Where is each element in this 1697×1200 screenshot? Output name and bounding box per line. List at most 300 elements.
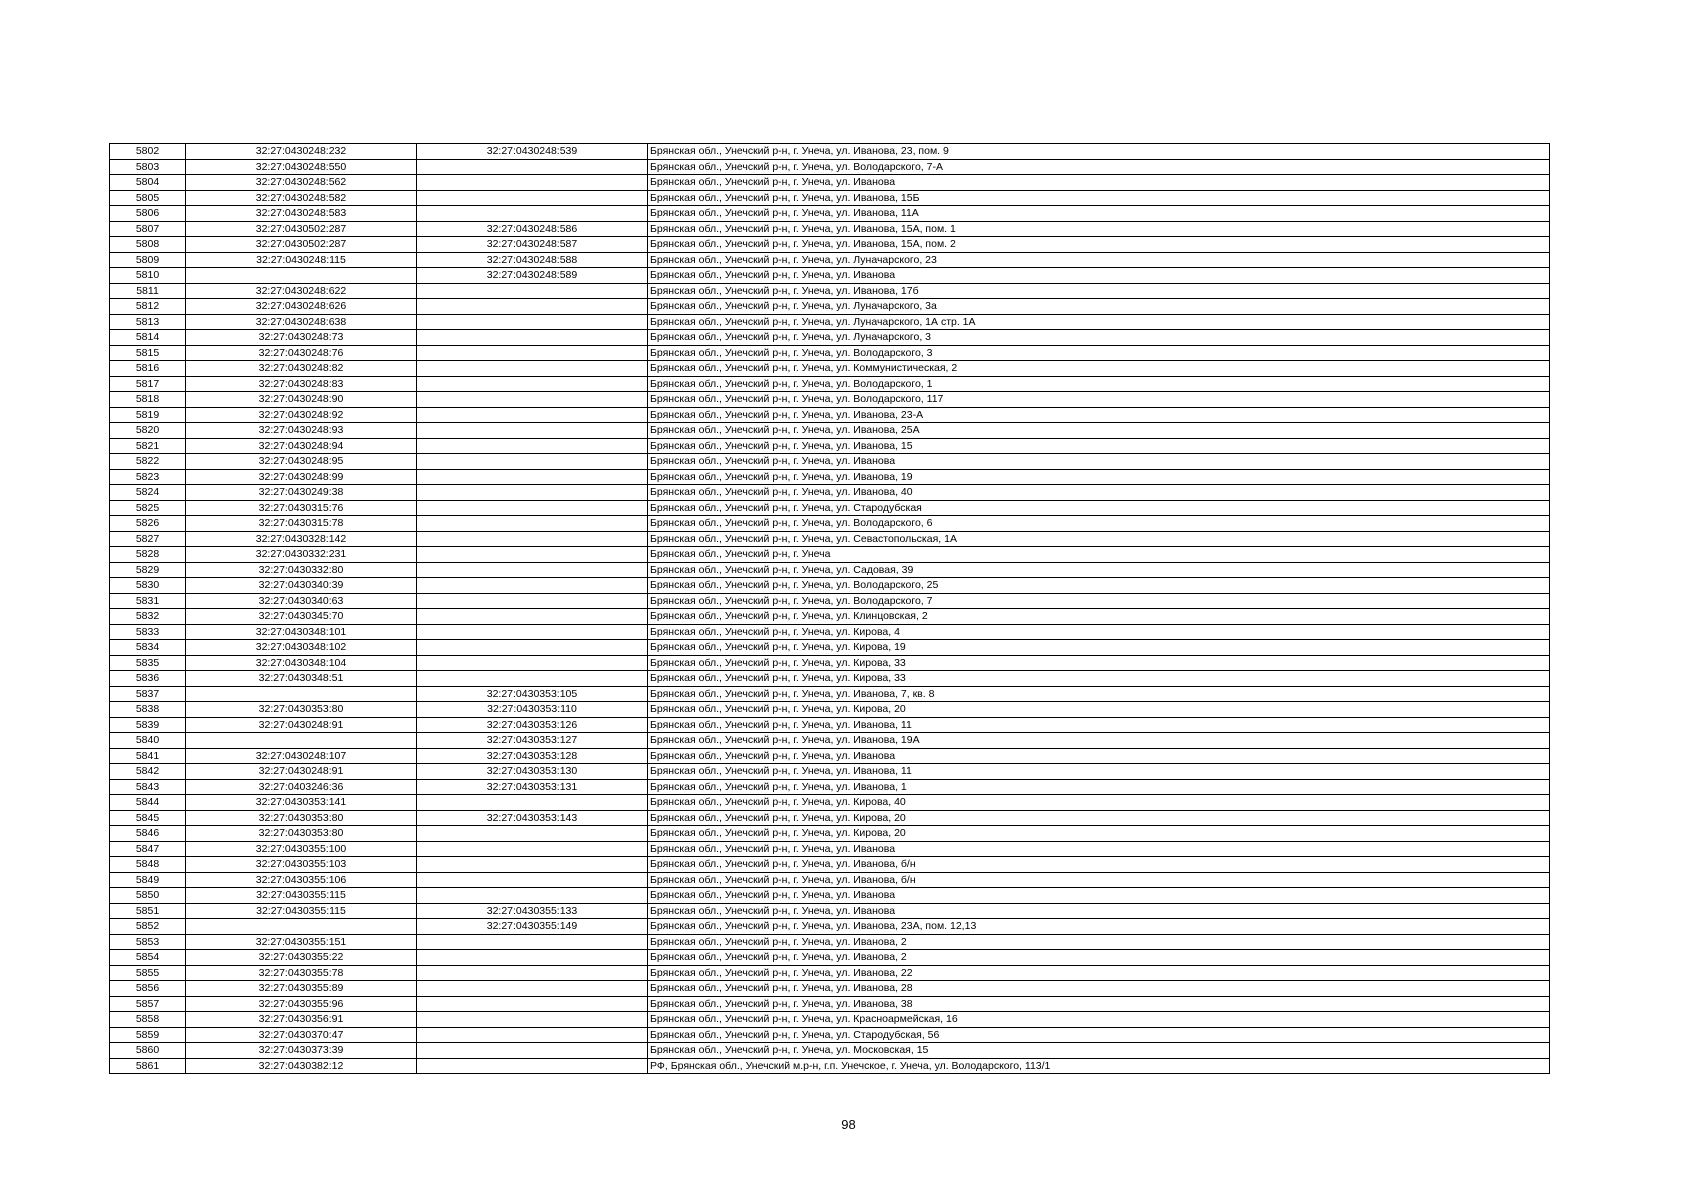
- address-cell: Брянская обл., Унечский р-н, г. Унеча, ул. Кирова, 4: [648, 624, 1550, 640]
- row-number-cell: 5823: [110, 469, 186, 485]
- object-cadastral-number-cell: [417, 1027, 648, 1043]
- address-cell: Брянская обл., Унечский р-н, г. Унеча, ул. Володарского, 6: [648, 516, 1550, 532]
- land-cadastral-number-cell: 32:27:0430355:78: [186, 965, 417, 981]
- object-cadastral-number-cell: [417, 500, 648, 516]
- address-cell: Брянская обл., Унечский р-н, г. Унеча, ул. Иванова, 25А: [648, 423, 1550, 439]
- object-cadastral-number-cell: 32:27:0430355:133: [417, 903, 648, 919]
- row-number-cell: 5858: [110, 1012, 186, 1028]
- row-number-cell: 5829: [110, 562, 186, 578]
- address-cell: Брянская обл., Унечский р-н, г. Унеча, ул. Иванова, 15: [648, 438, 1550, 454]
- table-row: [110, 531, 1550, 547]
- object-cadastral-number-cell: 32:27:0430353:110: [417, 702, 648, 718]
- row-number-cell: 5806: [110, 206, 186, 222]
- table-row: [110, 640, 1550, 656]
- table-row: [110, 702, 1550, 718]
- address-cell: Брянская обл., Унечский р-н, г. Унеча, ул. Иванова, 40: [648, 485, 1550, 501]
- object-cadastral-number-cell: [417, 423, 648, 439]
- table-row: [110, 423, 1550, 439]
- address-cell: Брянская обл., Унечский р-н, г. Унеча, ул. Стародубская, 56: [648, 1027, 1550, 1043]
- table-row: [110, 655, 1550, 671]
- address-cell: Брянская обл., Унечский р-н, г. Унеча, ул. Московская, 15: [648, 1043, 1550, 1059]
- row-number-cell: 5847: [110, 841, 186, 857]
- table-row: [110, 206, 1550, 222]
- table-row: [110, 485, 1550, 501]
- table-row: [110, 686, 1550, 702]
- row-number-cell: 5826: [110, 516, 186, 532]
- table-row: [110, 345, 1550, 361]
- address-cell: Брянская обл., Унечский р-н, г. Унеча, ул. Стародубская: [648, 500, 1550, 516]
- land-cadastral-number-cell: 32:27:0430248:92: [186, 407, 417, 423]
- table-row: [110, 593, 1550, 609]
- address-cell: Брянская обл., Унечский р-н, г. Унеча, ул. Луначарского, 23: [648, 252, 1550, 268]
- row-number-cell: 5861: [110, 1058, 186, 1074]
- table-row: [110, 283, 1550, 299]
- land-cadastral-number-cell: 32:27:0430249:38: [186, 485, 417, 501]
- object-cadastral-number-cell: 32:27:0430248:586: [417, 221, 648, 237]
- land-cadastral-number-cell: [186, 268, 417, 284]
- table-row: [110, 500, 1550, 516]
- object-cadastral-number-cell: [417, 1043, 648, 1059]
- land-cadastral-number-cell: 32:27:0430248:582: [186, 190, 417, 206]
- land-cadastral-number-cell: 32:27:0430315:76: [186, 500, 417, 516]
- address-cell: Брянская обл., Унечский р-н, г. Унеча, ул. Севастопольская, 1А: [648, 531, 1550, 547]
- row-number-cell: 5830: [110, 578, 186, 594]
- land-cadastral-number-cell: 32:27:0430355:151: [186, 934, 417, 950]
- address-cell: Брянская обл., Унечский р-н, г. Унеча, ул. Володарского, 7: [648, 593, 1550, 609]
- object-cadastral-number-cell: [417, 407, 648, 423]
- address-cell: Брянская обл., Унечский р-н, г. Унеча, ул. Володарского, 3: [648, 345, 1550, 361]
- row-number-cell: 5808: [110, 237, 186, 253]
- row-number-cell: 5807: [110, 221, 186, 237]
- row-number-cell: 5841: [110, 748, 186, 764]
- table-row: [110, 314, 1550, 330]
- table-row: [110, 795, 1550, 811]
- row-number-cell: 5842: [110, 764, 186, 780]
- land-cadastral-number-cell: 32:27:0430373:39: [186, 1043, 417, 1059]
- table-body: [110, 144, 1550, 1074]
- table-row: [110, 671, 1550, 687]
- address-cell: Брянская обл., Унечский р-н, г. Унеча, ул. Иванова, 15Б: [648, 190, 1550, 206]
- address-cell: Брянская обл., Унечский р-н, г. Унеча, ул. Иванова, 1: [648, 779, 1550, 795]
- row-number-cell: 5852: [110, 919, 186, 935]
- land-cadastral-number-cell: 32:27:0430248:550: [186, 159, 417, 175]
- table-row: [110, 299, 1550, 315]
- object-cadastral-number-cell: [417, 981, 648, 997]
- row-number-cell: 5835: [110, 655, 186, 671]
- object-cadastral-number-cell: [417, 454, 648, 470]
- row-number-cell: 5828: [110, 547, 186, 563]
- row-number-cell: 5853: [110, 934, 186, 950]
- row-number-cell: 5816: [110, 361, 186, 377]
- land-cadastral-number-cell: 32:27:0430355:103: [186, 857, 417, 873]
- object-cadastral-number-cell: [417, 841, 648, 857]
- table-row: [110, 268, 1550, 284]
- address-cell: Брянская обл., Унечский р-н, г. Унеча, ул. Иванова, 38: [648, 996, 1550, 1012]
- table-row: [110, 810, 1550, 826]
- row-number-cell: 5860: [110, 1043, 186, 1059]
- row-number-cell: 5855: [110, 965, 186, 981]
- address-cell: Брянская обл., Унечский р-н, г. Унеча, ул. Иванова: [648, 841, 1550, 857]
- table-row: [110, 516, 1550, 532]
- row-number-cell: 5839: [110, 717, 186, 733]
- land-cadastral-number-cell: 32:27:0430356:91: [186, 1012, 417, 1028]
- row-number-cell: 5843: [110, 779, 186, 795]
- object-cadastral-number-cell: [417, 593, 648, 609]
- address-cell: Брянская обл., Унечский р-н, г. Унеча, ул. Володарского, 1: [648, 376, 1550, 392]
- address-cell: Брянская обл., Унечский р-н, г. Унеча, ул. Иванова, б/н: [648, 872, 1550, 888]
- table-row: [110, 578, 1550, 594]
- land-cadastral-number-cell: 32:27:0430382:12: [186, 1058, 417, 1074]
- object-cadastral-number-cell: [417, 376, 648, 392]
- land-cadastral-number-cell: 32:27:0430248:73: [186, 330, 417, 346]
- land-cadastral-number-cell: 32:27:0430248:82: [186, 361, 417, 377]
- row-number-cell: 5831: [110, 593, 186, 609]
- row-number-cell: 5857: [110, 996, 186, 1012]
- row-number-cell: 5814: [110, 330, 186, 346]
- land-cadastral-number-cell: 32:27:0430353:80: [186, 810, 417, 826]
- row-number-cell: 5849: [110, 872, 186, 888]
- land-cadastral-number-cell: 32:27:0430348:104: [186, 655, 417, 671]
- table-row: [110, 624, 1550, 640]
- address-cell: Брянская обл., Унечский р-н, г. Унеча, ул. Кирова, 20: [648, 702, 1550, 718]
- land-cadastral-number-cell: 32:27:0430248:115: [186, 252, 417, 268]
- land-cadastral-number-cell: 32:27:0430370:47: [186, 1027, 417, 1043]
- object-cadastral-number-cell: 32:27:0430353:105: [417, 686, 648, 702]
- address-cell: Брянская обл., Унечский р-н, г. Унеча, ул. Иванова, 11А: [648, 206, 1550, 222]
- address-cell: Брянская обл., Унечский р-н, г. Унеча, ул. Иванова: [648, 748, 1550, 764]
- row-number-cell: 5825: [110, 500, 186, 516]
- address-cell: Брянская обл., Унечский р-н, г. Унеча, ул. Кирова, 33: [648, 655, 1550, 671]
- object-cadastral-number-cell: 32:27:0430353:128: [417, 748, 648, 764]
- row-number-cell: 5844: [110, 795, 186, 811]
- object-cadastral-number-cell: [417, 392, 648, 408]
- address-cell: Брянская обл., Унечский р-н, г. Унеча, ул. Кирова, 33: [648, 671, 1550, 687]
- address-cell: Брянская обл., Унечский р-н, г. Унеча, ул. Кирова, 19: [648, 640, 1550, 656]
- table-row: [110, 330, 1550, 346]
- table-row: [110, 996, 1550, 1012]
- object-cadastral-number-cell: [417, 872, 648, 888]
- address-cell: Брянская обл., Унечский р-н, г. Унеча, ул. Иванова, 11: [648, 764, 1550, 780]
- table-row: [110, 950, 1550, 966]
- row-number-cell: 5818: [110, 392, 186, 408]
- row-number-cell: 5854: [110, 950, 186, 966]
- registry-table: [109, 143, 1550, 1074]
- object-cadastral-number-cell: [417, 531, 648, 547]
- land-cadastral-number-cell: 32:27:0430348:101: [186, 624, 417, 640]
- object-cadastral-number-cell: [417, 609, 648, 625]
- address-cell: Брянская обл., Унечский р-н, г. Унеча, ул. Иванова, 23-А: [648, 407, 1550, 423]
- land-cadastral-number-cell: 32:27:0430353:80: [186, 826, 417, 842]
- land-cadastral-number-cell: [186, 733, 417, 749]
- land-cadastral-number-cell: 32:27:0430248:90: [186, 392, 417, 408]
- table-row: [110, 469, 1550, 485]
- object-cadastral-number-cell: [417, 826, 648, 842]
- address-cell: Брянская обл., Унечский р-н, г. Унеча, ул. Иванова: [648, 454, 1550, 470]
- table-row: [110, 981, 1550, 997]
- table-row: [110, 361, 1550, 377]
- row-number-cell: 5802: [110, 144, 186, 160]
- object-cadastral-number-cell: [417, 330, 648, 346]
- land-cadastral-number-cell: 32:27:0430502:287: [186, 237, 417, 253]
- land-cadastral-number-cell: 32:27:0430353:141: [186, 795, 417, 811]
- address-cell: Брянская обл., Унечский р-н, г. Унеча, ул. Иванова, 23А, пом. 12,13: [648, 919, 1550, 935]
- land-cadastral-number-cell: 32:27:0430355:89: [186, 981, 417, 997]
- land-cadastral-number-cell: [186, 919, 417, 935]
- land-cadastral-number-cell: 32:27:0430332:231: [186, 547, 417, 563]
- land-cadastral-number-cell: 32:27:0430248:83: [186, 376, 417, 392]
- object-cadastral-number-cell: 32:27:0430353:131: [417, 779, 648, 795]
- row-number-cell: 5813: [110, 314, 186, 330]
- table-row: [110, 190, 1550, 206]
- row-number-cell: 5845: [110, 810, 186, 826]
- land-cadastral-number-cell: 32:27:0430332:80: [186, 562, 417, 578]
- table-row: [110, 1043, 1550, 1059]
- table-row: [110, 609, 1550, 625]
- address-cell: Брянская обл., Унечский р-н, г. Унеча, ул. Коммунистическая, 2: [648, 361, 1550, 377]
- address-cell: Брянская обл., Унечский р-н, г. Унеча, ул. Иванова, 17б: [648, 283, 1550, 299]
- object-cadastral-number-cell: [417, 562, 648, 578]
- object-cadastral-number-cell: [417, 469, 648, 485]
- object-cadastral-number-cell: [417, 175, 648, 191]
- row-number-cell: 5850: [110, 888, 186, 904]
- object-cadastral-number-cell: [417, 314, 648, 330]
- object-cadastral-number-cell: [417, 485, 648, 501]
- address-cell: Брянская обл., Унечский р-н, г. Унеча, ул. Луначарского, 1А стр. 1А: [648, 314, 1550, 330]
- table-row: [110, 919, 1550, 935]
- object-cadastral-number-cell: [417, 950, 648, 966]
- table-row: [110, 175, 1550, 191]
- address-cell: Брянская обл., Унечский р-н, г. Унеча, ул. Кирова, 20: [648, 826, 1550, 842]
- land-cadastral-number-cell: 32:27:0430348:102: [186, 640, 417, 656]
- row-number-cell: 5836: [110, 671, 186, 687]
- land-cadastral-number-cell: 32:27:0430248:76: [186, 345, 417, 361]
- land-cadastral-number-cell: 32:27:0430248:93: [186, 423, 417, 439]
- table-row: [110, 562, 1550, 578]
- table-row: [110, 1012, 1550, 1028]
- row-number-cell: 5833: [110, 624, 186, 640]
- row-number-cell: 5815: [110, 345, 186, 361]
- address-cell: Брянская обл., Унечский р-н, г. Унеча, ул. Иванова, 15А, пом. 2: [648, 237, 1550, 253]
- row-number-cell: 5819: [110, 407, 186, 423]
- table-row: [110, 237, 1550, 253]
- address-cell: Брянская обл., Унечский р-н, г. Унеча, ул. Луначарского, 3: [648, 330, 1550, 346]
- land-cadastral-number-cell: [186, 686, 417, 702]
- object-cadastral-number-cell: [417, 438, 648, 454]
- table-row: [110, 252, 1550, 268]
- row-number-cell: 5840: [110, 733, 186, 749]
- land-cadastral-number-cell: 32:27:0430248:638: [186, 314, 417, 330]
- table-row: [110, 764, 1550, 780]
- row-number-cell: 5838: [110, 702, 186, 718]
- land-cadastral-number-cell: 32:27:0430355:100: [186, 841, 417, 857]
- object-cadastral-number-cell: [417, 516, 648, 532]
- row-number-cell: 5817: [110, 376, 186, 392]
- address-cell: Брянская обл., Унечский р-н, г. Унеча, ул. Иванова, 19: [648, 469, 1550, 485]
- object-cadastral-number-cell: 32:27:0430355:149: [417, 919, 648, 935]
- object-cadastral-number-cell: [417, 578, 648, 594]
- table-row: [110, 221, 1550, 237]
- row-number-cell: 5851: [110, 903, 186, 919]
- object-cadastral-number-cell: [417, 655, 648, 671]
- object-cadastral-number-cell: 32:27:0430248:589: [417, 268, 648, 284]
- land-cadastral-number-cell: 32:27:0430248:583: [186, 206, 417, 222]
- row-number-cell: 5820: [110, 423, 186, 439]
- land-cadastral-number-cell: 32:27:0430248:94: [186, 438, 417, 454]
- address-cell: Брянская обл., Унечский р-н, г. Унеча, ул. Иванова: [648, 175, 1550, 191]
- row-number-cell: 5832: [110, 609, 186, 625]
- address-cell: Брянская обл., Унечский р-н, г. Унеча, ул. Иванова, 28: [648, 981, 1550, 997]
- table-row: [110, 733, 1550, 749]
- land-cadastral-number-cell: 32:27:0430248:626: [186, 299, 417, 315]
- row-number-cell: 5810: [110, 268, 186, 284]
- address-cell: Брянская обл., Унечский р-н, г. Унеча, ул. Садовая, 39: [648, 562, 1550, 578]
- address-cell: РФ, Брянская обл., Унечский м.р-н, г.п. Унечское, г. Унеча, ул. Володарского, 113/1: [648, 1058, 1550, 1074]
- land-cadastral-number-cell: 32:27:0430340:39: [186, 578, 417, 594]
- object-cadastral-number-cell: 32:27:0430353:126: [417, 717, 648, 733]
- address-cell: Брянская обл., Унечский р-н, г. Унеча, ул. Иванова, 22: [648, 965, 1550, 981]
- address-cell: Брянская обл., Унечский р-н, г. Унеча, ул. Иванова, 2: [648, 950, 1550, 966]
- table-row: [110, 454, 1550, 470]
- address-cell: Брянская обл., Унечский р-н, г. Унеча, ул. Иванова, 11: [648, 717, 1550, 733]
- table-row: [110, 376, 1550, 392]
- row-number-cell: 5848: [110, 857, 186, 873]
- table-row: [110, 717, 1550, 733]
- page-number: 98: [841, 1117, 856, 1132]
- address-cell: Брянская обл., Унечский р-н, г. Унеча, ул. Иванова, 15А, пом. 1: [648, 221, 1550, 237]
- object-cadastral-number-cell: [417, 206, 648, 222]
- table-row: [110, 144, 1550, 160]
- object-cadastral-number-cell: [417, 345, 648, 361]
- row-number-cell: 5803: [110, 159, 186, 175]
- address-cell: Брянская обл., Унечский р-н, г. Унеча, ул. Володарского, 117: [648, 392, 1550, 408]
- land-cadastral-number-cell: 32:27:0430355:96: [186, 996, 417, 1012]
- row-number-cell: 5824: [110, 485, 186, 501]
- object-cadastral-number-cell: [417, 965, 648, 981]
- row-number-cell: 5812: [110, 299, 186, 315]
- address-cell: Брянская обл., Унечский р-н, г. Унеча, ул. Иванова, б/н: [648, 857, 1550, 873]
- row-number-cell: 5827: [110, 531, 186, 547]
- land-cadastral-number-cell: 32:27:0430355:106: [186, 872, 417, 888]
- table-row: [110, 965, 1550, 981]
- table-row: [110, 1058, 1550, 1074]
- address-cell: Брянская обл., Унечский р-н, г. Унеча, ул. Луначарского, 3а: [648, 299, 1550, 315]
- table-row: [110, 392, 1550, 408]
- object-cadastral-number-cell: [417, 996, 648, 1012]
- object-cadastral-number-cell: [417, 1012, 648, 1028]
- object-cadastral-number-cell: 32:27:0430248:539: [417, 144, 648, 160]
- row-number-cell: 5834: [110, 640, 186, 656]
- land-cadastral-number-cell: 32:27:0430248:99: [186, 469, 417, 485]
- address-cell: Брянская обл., Унечский р-н, г. Унеча, ул. Иванова, 7, кв. 8: [648, 686, 1550, 702]
- address-cell: Брянская обл., Унечский р-н, г. Унеча, ул. Володарского, 7-А: [648, 159, 1550, 175]
- row-number-cell: 5822: [110, 454, 186, 470]
- table-row: [110, 1027, 1550, 1043]
- address-cell: Брянская обл., Унечский р-н, г. Унеча, ул. Красноармейская, 16: [648, 1012, 1550, 1028]
- object-cadastral-number-cell: [417, 283, 648, 299]
- row-number-cell: 5809: [110, 252, 186, 268]
- address-cell: Брянская обл., Унечский р-н, г. Унеча, ул. Клинцовская, 2: [648, 609, 1550, 625]
- land-cadastral-number-cell: 32:27:0430248:562: [186, 175, 417, 191]
- row-number-cell: 5837: [110, 686, 186, 702]
- table-row: [110, 857, 1550, 873]
- address-cell: Брянская обл., Унечский р-н, г. Унеча, ул. Иванова: [648, 888, 1550, 904]
- address-cell: Брянская обл., Унечский р-н, г. Унеча: [648, 547, 1550, 563]
- address-cell: Брянская обл., Унечский р-н, г. Унеча, ул. Иванова, 2: [648, 934, 1550, 950]
- object-cadastral-number-cell: 32:27:0430353:127: [417, 733, 648, 749]
- object-cadastral-number-cell: [417, 547, 648, 563]
- table-row: [110, 438, 1550, 454]
- land-cadastral-number-cell: 32:27:0430248:91: [186, 764, 417, 780]
- object-cadastral-number-cell: [417, 857, 648, 873]
- row-number-cell: 5846: [110, 826, 186, 842]
- object-cadastral-number-cell: [417, 671, 648, 687]
- object-cadastral-number-cell: [417, 190, 648, 206]
- table-row: [110, 888, 1550, 904]
- table-row: [110, 547, 1550, 563]
- row-number-cell: 5821: [110, 438, 186, 454]
- row-number-cell: 5804: [110, 175, 186, 191]
- object-cadastral-number-cell: [417, 640, 648, 656]
- land-cadastral-number-cell: 32:27:0430353:80: [186, 702, 417, 718]
- address-cell: Брянская обл., Унечский р-н, г. Унеча, ул. Иванова: [648, 903, 1550, 919]
- object-cadastral-number-cell: [417, 299, 648, 315]
- land-cadastral-number-cell: 32:27:0430355:115: [186, 903, 417, 919]
- row-number-cell: 5811: [110, 283, 186, 299]
- land-cadastral-number-cell: 32:27:0430502:287: [186, 221, 417, 237]
- object-cadastral-number-cell: [417, 888, 648, 904]
- object-cadastral-number-cell: [417, 1058, 648, 1074]
- land-cadastral-number-cell: 32:27:0430248:622: [186, 283, 417, 299]
- object-cadastral-number-cell: [417, 934, 648, 950]
- land-cadastral-number-cell: 32:27:0403246:36: [186, 779, 417, 795]
- table-row: [110, 159, 1550, 175]
- row-number-cell: 5856: [110, 981, 186, 997]
- object-cadastral-number-cell: 32:27:0430248:587: [417, 237, 648, 253]
- land-cadastral-number-cell: 32:27:0430315:78: [186, 516, 417, 532]
- object-cadastral-number-cell: [417, 159, 648, 175]
- land-cadastral-number-cell: 32:27:0430345:70: [186, 609, 417, 625]
- address-cell: Брянская обл., Унечский р-н, г. Унеча, ул. Иванова, 19А: [648, 733, 1550, 749]
- table-row: [110, 779, 1550, 795]
- address-cell: Брянская обл., Унечский р-н, г. Унеча, ул. Иванова: [648, 268, 1550, 284]
- object-cadastral-number-cell: [417, 795, 648, 811]
- land-cadastral-number-cell: 32:27:0430248:95: [186, 454, 417, 470]
- address-cell: Брянская обл., Унечский р-н, г. Унеча, ул. Кирова, 40: [648, 795, 1550, 811]
- object-cadastral-number-cell: [417, 361, 648, 377]
- address-cell: Брянская обл., Унечский р-н, г. Унеча, ул. Володарского, 25: [648, 578, 1550, 594]
- table-row: [110, 841, 1550, 857]
- land-cadastral-number-cell: 32:27:0430348:51: [186, 671, 417, 687]
- land-cadastral-number-cell: 32:27:0430248:107: [186, 748, 417, 764]
- table-row: [110, 407, 1550, 423]
- table-row: [110, 748, 1550, 764]
- object-cadastral-number-cell: 32:27:0430353:130: [417, 764, 648, 780]
- land-cadastral-number-cell: 32:27:0430355:115: [186, 888, 417, 904]
- table-row: [110, 826, 1550, 842]
- land-cadastral-number-cell: 32:27:0430248:232: [186, 144, 417, 160]
- object-cadastral-number-cell: [417, 624, 648, 640]
- row-number-cell: 5859: [110, 1027, 186, 1043]
- land-cadastral-number-cell: 32:27:0430355:22: [186, 950, 417, 966]
- land-cadastral-number-cell: 32:27:0430328:142: [186, 531, 417, 547]
- row-number-cell: 5805: [110, 190, 186, 206]
- land-cadastral-number-cell: 32:27:0430248:91: [186, 717, 417, 733]
- object-cadastral-number-cell: 32:27:0430353:143: [417, 810, 648, 826]
- table-row: [110, 872, 1550, 888]
- table-row: [110, 934, 1550, 950]
- table-row: [110, 903, 1550, 919]
- land-cadastral-number-cell: 32:27:0430340:63: [186, 593, 417, 609]
